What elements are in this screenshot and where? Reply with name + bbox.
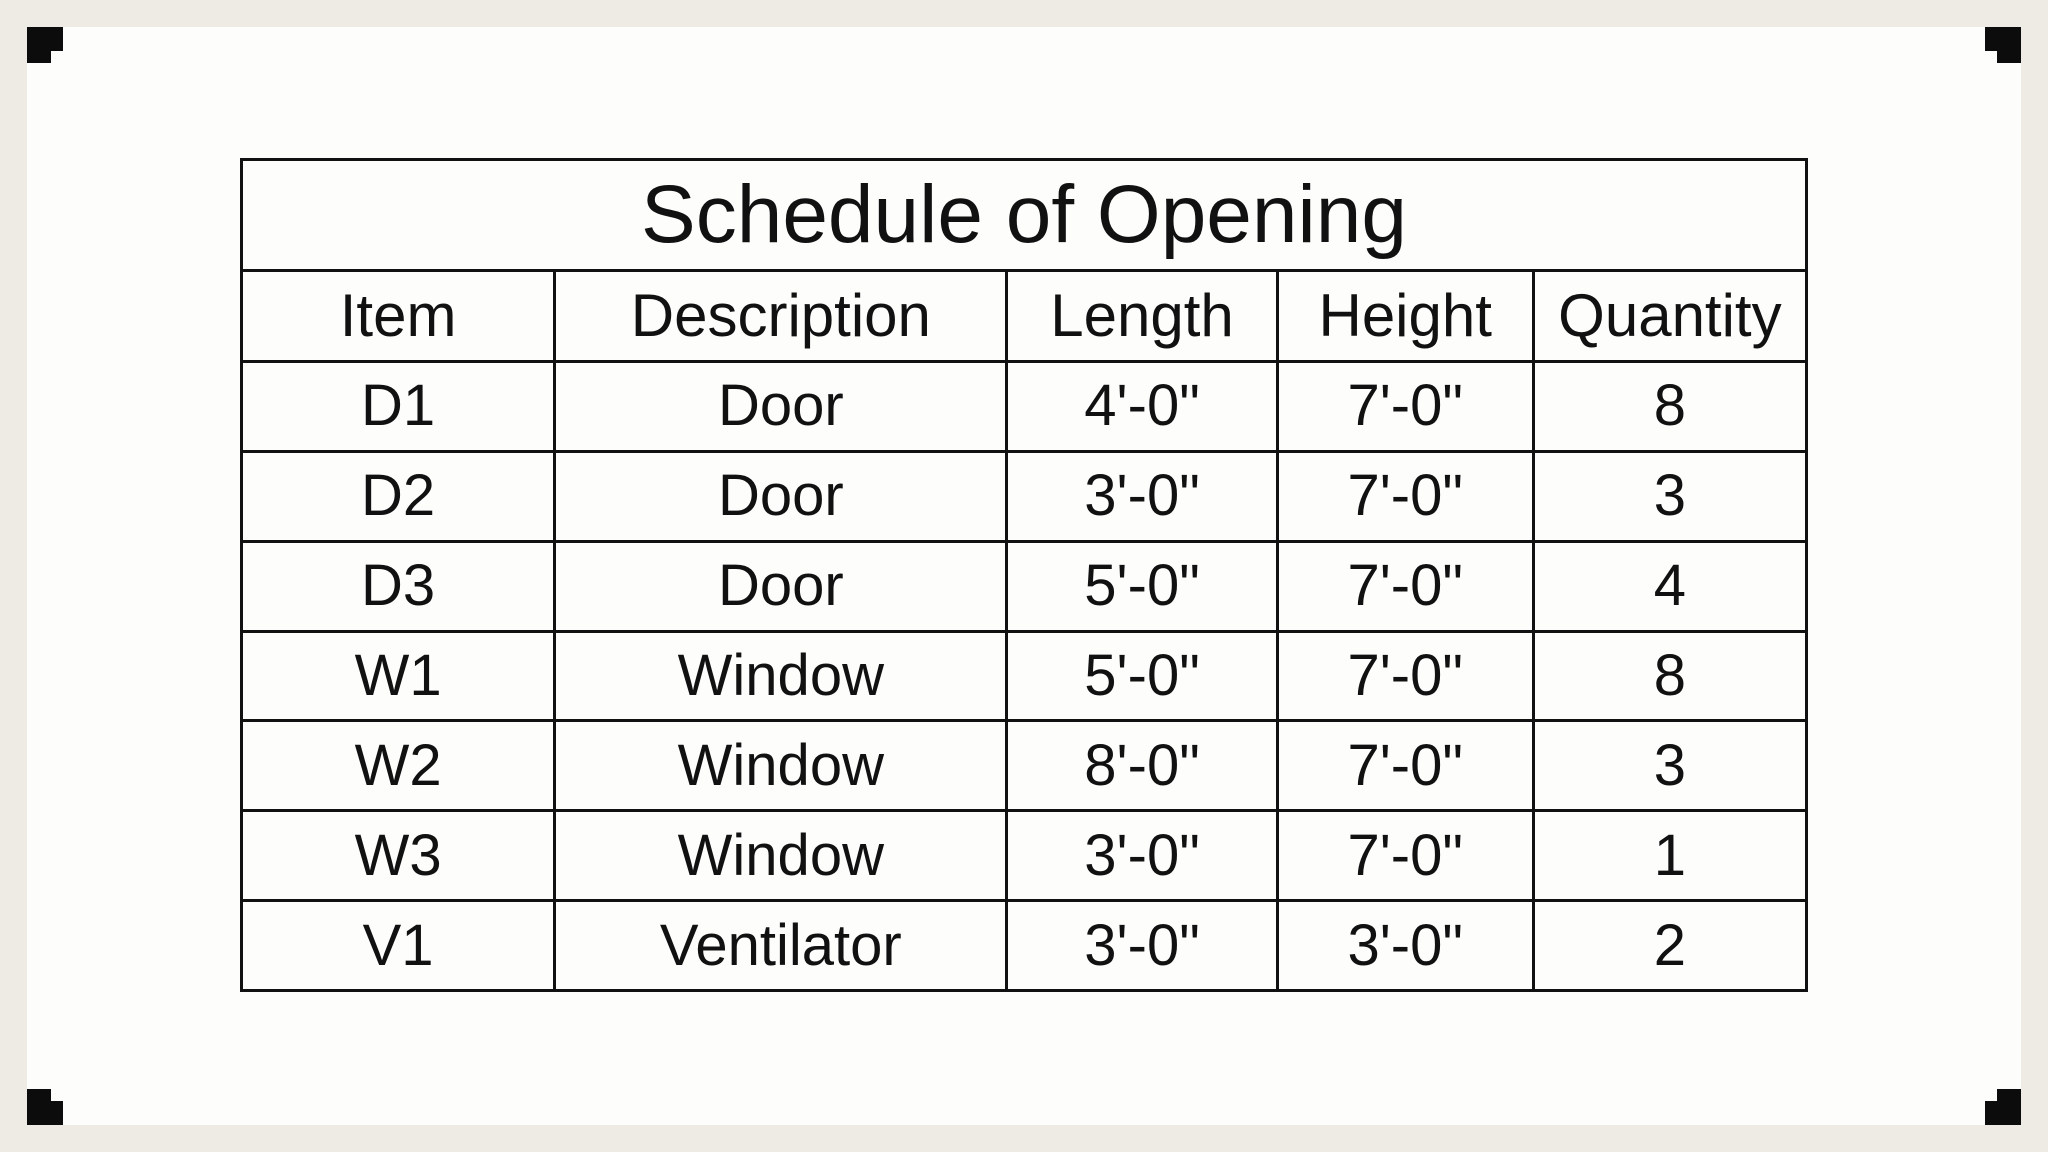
cell-quantity: 8 [1533, 362, 1806, 452]
header-length: Length [1007, 271, 1277, 362]
table-row [242, 362, 1807, 452]
cell-description: Window [555, 811, 1007, 901]
cell-description: Window [555, 721, 1007, 811]
cell-item: D1 [242, 362, 555, 452]
table-row [242, 541, 1807, 631]
cell-item: D2 [242, 451, 555, 541]
cell-description: Door [555, 541, 1007, 631]
corner-mark-bottom-left [27, 1089, 63, 1125]
cell-length: 5'-0" [1007, 541, 1277, 631]
header-quantity: Quantity [1533, 271, 1806, 362]
cell-height: 7'-0" [1277, 721, 1533, 811]
corner-mark-top-left [27, 27, 63, 63]
cell-description: Door [555, 362, 1007, 452]
cell-length: 3'-0" [1007, 901, 1277, 991]
cell-item: W3 [242, 811, 555, 901]
cell-description: Door [555, 451, 1007, 541]
cell-description: Window [555, 631, 1007, 721]
cell-height: 3'-0" [1277, 901, 1533, 991]
cell-quantity: 4 [1533, 541, 1806, 631]
cell-item: W2 [242, 721, 555, 811]
cell-length: 5'-0" [1007, 631, 1277, 721]
cell-height: 7'-0" [1277, 811, 1533, 901]
cell-quantity: 1 [1533, 811, 1806, 901]
corner-mark-top-right [1985, 27, 2021, 63]
cell-length: 3'-0" [1007, 811, 1277, 901]
table-row [242, 901, 1807, 991]
cell-height: 7'-0" [1277, 541, 1533, 631]
cell-item: D3 [242, 541, 555, 631]
header-row [242, 271, 1807, 362]
cell-quantity: 2 [1533, 901, 1806, 991]
table-row [242, 631, 1807, 721]
cell-length: 3'-0" [1007, 451, 1277, 541]
cell-item: W1 [242, 631, 555, 721]
cell-description: Ventilator [555, 901, 1007, 991]
cell-length: 4'-0" [1007, 362, 1277, 452]
table-row [242, 811, 1807, 901]
cell-item: V1 [242, 901, 555, 991]
cell-height: 7'-0" [1277, 362, 1533, 452]
cell-height: 7'-0" [1277, 451, 1533, 541]
table-row [242, 451, 1807, 541]
cell-quantity: 3 [1533, 721, 1806, 811]
schedule-table [240, 158, 1808, 992]
corner-mark-bottom-right [1985, 1089, 2021, 1125]
cell-height: 7'-0" [1277, 631, 1533, 721]
header-height: Height [1277, 271, 1533, 362]
cell-quantity: 8 [1533, 631, 1806, 721]
table-row [242, 721, 1807, 811]
header-item: Item [242, 271, 555, 362]
cell-length: 8'-0" [1007, 721, 1277, 811]
cell-quantity: 3 [1533, 451, 1806, 541]
schedule-title: Schedule of Opening [242, 160, 1807, 271]
header-description: Description [555, 271, 1007, 362]
